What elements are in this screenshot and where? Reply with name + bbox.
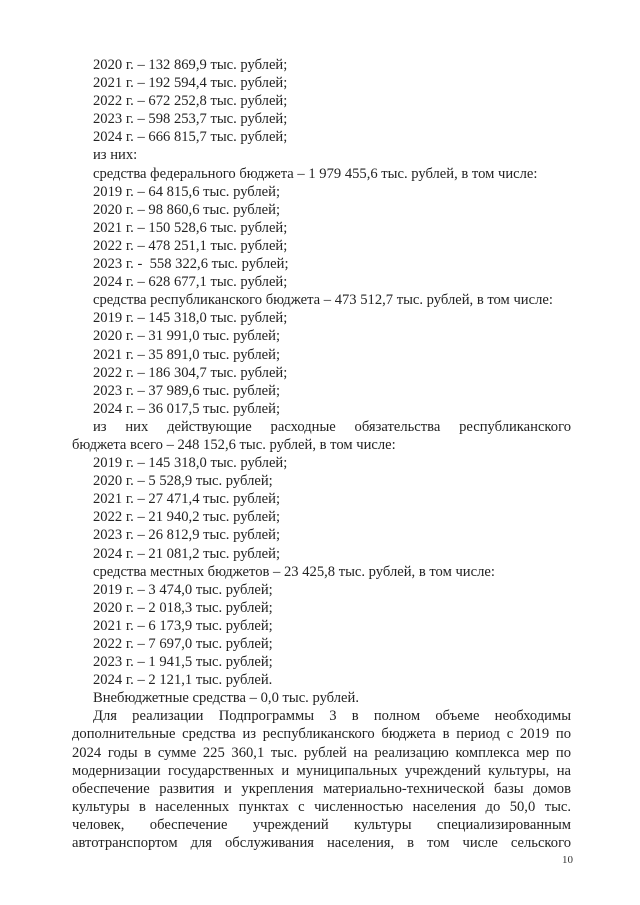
text-line: 2024 г. – 2 121,1 тыс. рублей. xyxy=(93,672,273,689)
text-line: 2019 г. – 3 474,0 тыс. рублей; xyxy=(93,581,273,598)
text-line: 2022 г. – 672 252,8 тыс. рублей; xyxy=(93,93,288,110)
text-line: 2024 г. – 666 815,7 тыс. рублей; xyxy=(93,129,288,146)
text-line: 2022 г. – 186 304,7 тыс. рублей; xyxy=(93,364,288,381)
text-line: 2021 г. – 6 173,9 тыс. рублей; xyxy=(93,617,273,634)
text-line: 2022 г. – 21 940,2 тыс. рублей; xyxy=(93,509,280,526)
text-line: средства федерального бюджета – 1 979 455,6 тыс. рублей, в том числе: xyxy=(93,165,538,182)
text-line: 2022 г. – 7 697,0 тыс. рублей; xyxy=(93,636,273,652)
text-line: дополнительные средства из республиканского бюджета в период с 2019 по xyxy=(72,726,571,743)
text-line: 2024 г. – 36 017,5 тыс. рублей; xyxy=(93,400,280,417)
text-line: 2020 г. – 132 869,9 тыс. рублей; xyxy=(93,57,288,73)
text-line: 2019 г. – 145 318,0 тыс. рублей; xyxy=(93,310,288,327)
text-line: модернизации государственных и муниципальных учреждений культуры, на xyxy=(72,762,571,779)
text-line: автотранспортом для обслуживания населения, в том числе сельского xyxy=(72,835,571,852)
document-body xyxy=(72,56,571,852)
text-line: 2023 г. - 558 322,6 тыс. рублей; xyxy=(93,256,289,273)
text-line: 2023 г. – 1 941,5 тыс. рублей; xyxy=(93,654,273,671)
text-line: 2021 г. – 150 528,6 тыс. рублей; xyxy=(93,219,288,236)
text-line: средства местных бюджетов – 23 425,8 тыс. рублей, в том числе: xyxy=(93,563,495,580)
text-line: обеспечение развития и укрепления материально-технической базы домов xyxy=(72,780,571,797)
text-line: 2019 г. – 64 815,6 тыс. рублей; xyxy=(93,183,280,200)
text-line: культуры в населенных пунктах с численностью населения до 50,0 тыс. xyxy=(72,798,571,815)
text-line: 2024 г. – 21 081,2 тыс. рублей; xyxy=(93,545,280,562)
text-line: 2020 г. – 5 528,9 тыс. рублей; xyxy=(93,473,273,490)
text-line: из них: xyxy=(93,147,138,164)
text-line: 2022 г. – 478 251,1 тыс. рублей; xyxy=(93,237,288,254)
text-line: из них действующие расходные обязательства республиканского xyxy=(93,418,571,435)
text-line: 2019 г. – 145 318,0 тыс. рублей; xyxy=(93,455,288,472)
text-line: 2021 г. – 192 594,4 тыс. рублей; xyxy=(93,75,288,92)
text-line: 2023 г. – 37 989,6 тыс. рублей; xyxy=(93,382,280,399)
text-line: 2021 г. – 27 471,4 тыс. рублей; xyxy=(93,491,280,508)
text-line: человек, обеспечение учреждений культуры специализированным xyxy=(72,816,571,833)
text-line: Для реализации Подпрограммы 3 в полном объеме необходимы xyxy=(93,708,571,725)
page-number: 10 xyxy=(562,854,573,866)
text-line: бюджета всего – 248 152,6 тыс. рублей, в том числе: xyxy=(72,436,396,453)
text-line: 2024 годы в сумме 225 360,1 тыс. рублей на реализацию комплекса мер по xyxy=(72,744,571,761)
text-line: 2023 г. – 598 253,7 тыс. рублей; xyxy=(93,111,288,128)
text-line: 2021 г. – 35 891,0 тыс. рублей; xyxy=(93,346,280,363)
text-line: 2020 г. – 98 860,6 тыс. рублей; xyxy=(93,201,280,218)
text-line: 2020 г. – 2 018,3 тыс. рублей; xyxy=(93,599,273,616)
text-line: Внебюджетные средства – 0,0 тыс. рублей. xyxy=(93,690,359,707)
text-line: средства республиканского бюджета – 473 512,7 тыс. рублей, в том числе: xyxy=(93,292,553,309)
text-line: 2023 г. – 26 812,9 тыс. рублей; xyxy=(93,527,280,544)
text-line: 2024 г. – 628 677,1 тыс. рублей; xyxy=(93,274,288,291)
text-line: 2020 г. – 31 991,0 тыс. рублей; xyxy=(93,328,280,345)
